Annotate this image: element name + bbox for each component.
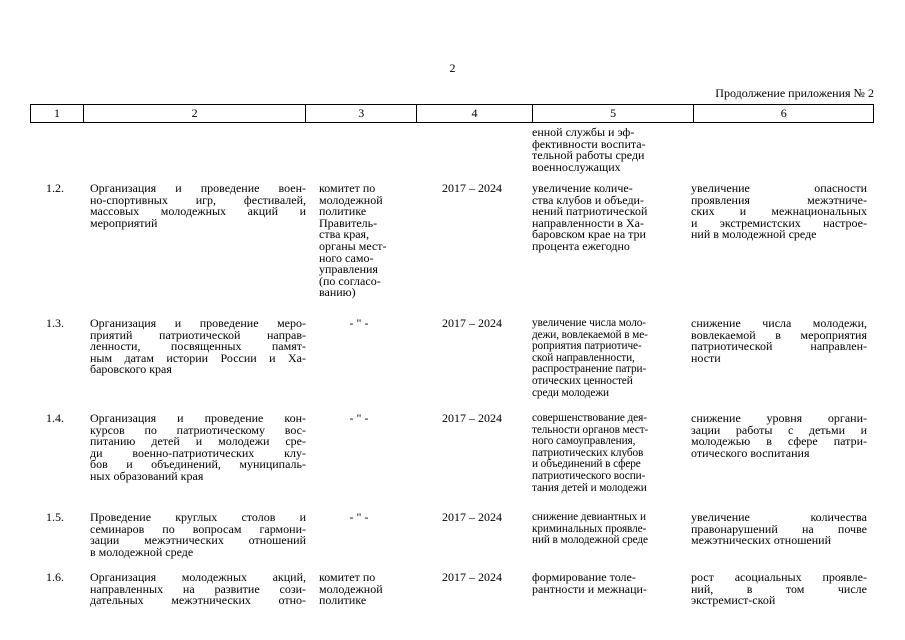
- table-header: [30, 104, 874, 123]
- header-col-3: 3: [306, 105, 417, 122]
- result-text: увеличение количе- ства клубов и объеди- нений патриотической направленности в Ха- баровском крае на три процента ежегодно: [532, 181, 648, 253]
- risk-text: рост асоциальных проявле- ний, в том числе экстремист-ской: [691, 570, 867, 608]
- result-text: увеличение числа моло- дежи, вовлекаемой в ме- роприятия патриотиче- ской направленности, распространение патри- отических ценностей среди молодежи: [532, 317, 648, 399]
- result-text: снижение девиантных и криминальных проявле- ний в молодежной среде: [532, 511, 648, 547]
- executor-text: комитет по молодежной политике Правитель- ства края, органы мест- ного само- управления (по согласо- ванию): [319, 181, 387, 300]
- executor-text: комитет по молодежной политике: [319, 570, 383, 608]
- risk-text: снижение уровня органи- зации работы с детьми и молодежью в сфере патри- отического воспитания: [691, 411, 867, 460]
- row-number: 1.4.: [46, 411, 64, 425]
- period-text: 2017 – 2024: [442, 411, 502, 425]
- executor-ditto: - " -: [349, 411, 369, 425]
- page-number: 2: [449, 61, 456, 75]
- activity-text: Организация молодежных акций, направленных на развитие сози- дательных межэтнических отно-: [90, 570, 306, 608]
- carry-over-result: енной службы и эф- фективности воспита- тельной работы среди военнослужащих: [532, 125, 646, 174]
- result-text: совершенствование дея- тельности органов мест- ного самоуправления, патриотических клубов и объединений в сфере патриотического воспи- тания детей и молодежи: [532, 412, 649, 494]
- period-text: 2017 – 2024: [442, 181, 502, 195]
- result-text: формирование толе- рантности и межнаци-: [532, 570, 647, 596]
- continuation-note: Продолжение приложения № 2: [715, 86, 874, 100]
- period-text: 2017 – 2024: [442, 510, 502, 524]
- risk-text: увеличение количества правонарушений на почве межэтнических отношений: [691, 510, 867, 548]
- row-number: 1.2.: [46, 181, 64, 195]
- row-number: 1.6.: [46, 570, 64, 584]
- period-text: 2017 – 2024: [442, 316, 502, 330]
- activity-text: Проведение круглых столов и семинаров по вопросам гармони- зации межэтнических отношений в молодежной среде: [90, 510, 306, 559]
- activity-text: Организация и проведение меро- приятий патриотической направ- ленности, посвященных памят- ным датам истории России и Ха- баровского края: [90, 316, 306, 377]
- header-col-6: 6: [780, 106, 787, 120]
- row-number: 1.5.: [46, 510, 64, 524]
- executor-ditto: - " -: [349, 510, 369, 524]
- activity-text: Организация и проведение кон- курсов по патриотическому вос- питанию детей и молодежи сре- ди военно-патриотических клу- бов и объединений, муниципаль- ных образований края: [90, 411, 306, 483]
- activity-text: Организация и проведение воен- но-спортивных игр, фестивалей, массовых молодежных акций и мероприятий: [90, 181, 306, 230]
- header-col-1: 1: [31, 105, 84, 122]
- period-text: 2017 – 2024: [442, 570, 502, 584]
- executor-ditto: - " -: [349, 316, 369, 330]
- header-col-4: 4: [417, 105, 533, 122]
- row-number: 1.3.: [46, 316, 64, 330]
- header-col-5: 5: [533, 105, 695, 122]
- risk-text: снижение числа молодежи, вовлекаемой в мероприятия патриотической направлен- ности: [691, 316, 867, 365]
- header-col-2: 2: [84, 105, 306, 122]
- risk-text: увеличение опасности проявления межэтниче- ских и межнациональных и экстремистских настрое- ний в молодежной среде: [691, 181, 867, 242]
